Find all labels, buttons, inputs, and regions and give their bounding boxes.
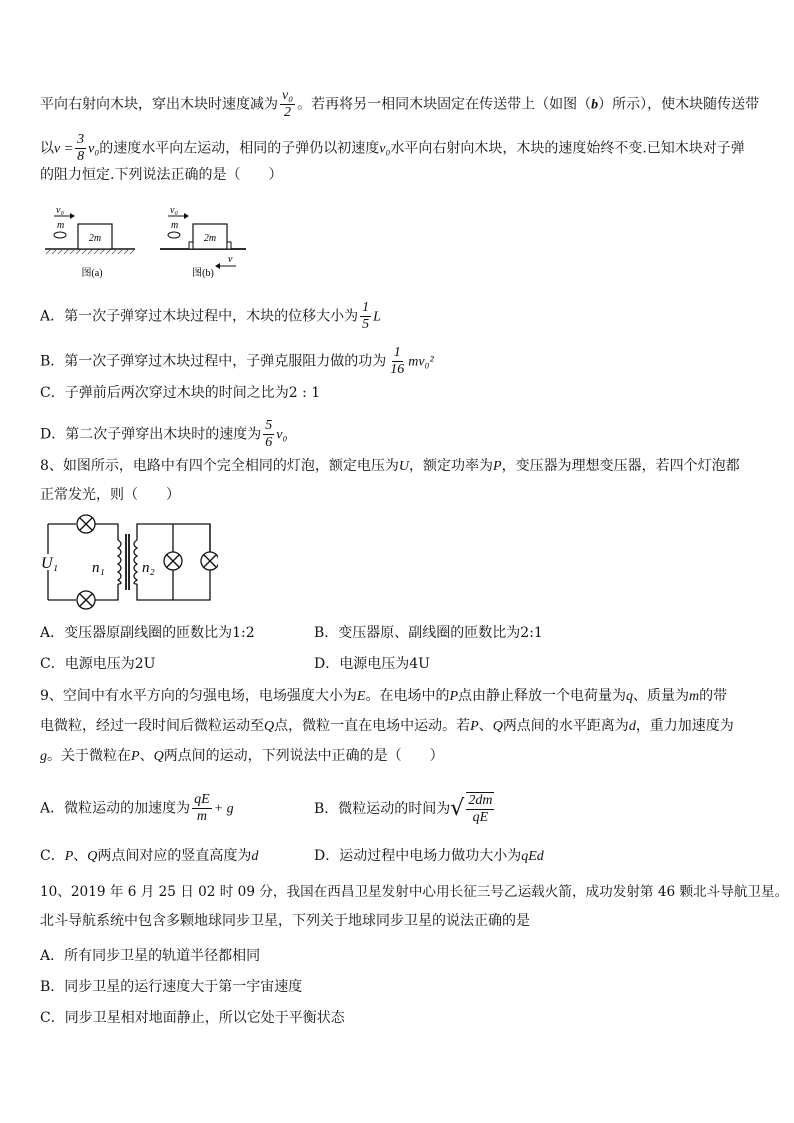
q9-line-1 bbox=[40, 686, 727, 707]
var-qEd: qEd bbox=[521, 849, 544, 864]
frac-den: 5 bbox=[362, 317, 370, 332]
italic-b: b bbox=[591, 97, 599, 113]
var-d: d bbox=[251, 849, 259, 864]
q10-line-1: 10、2019 年 6 月 25 日 02 时 09 分，我国在西昌卫星发射中心用长征三号乙运载火箭，成功发射第 46 颗北斗导航卫星。 bbox=[40, 884, 789, 900]
block-label: 2m bbox=[203, 233, 217, 244]
text: 8、如图所示，电路中有四个完全相同的灯泡，额定电压为 bbox=[40, 458, 399, 474]
fraction-3-over-8 bbox=[75, 132, 86, 165]
q8-option-d[interactable]: D．电源电压为4U bbox=[314, 656, 430, 672]
var-P: P bbox=[493, 459, 502, 474]
frac-num: 3 bbox=[77, 132, 85, 147]
q10-option-b[interactable]: B．同步卫星的运行速度大于第一宇宙速度 bbox=[40, 979, 303, 995]
var-U: U bbox=[398, 459, 410, 474]
fraction-5-over-6 bbox=[263, 418, 274, 451]
var-g: g bbox=[40, 749, 47, 764]
q10-option-a[interactable]: A．所有同步卫星的轨道半径都相同 bbox=[40, 948, 261, 964]
v0-label: v₀ bbox=[170, 205, 178, 216]
circuit-diagram bbox=[38, 512, 218, 612]
var-d: d bbox=[628, 719, 636, 734]
option-text: A．第一次子弹穿过木块过程中，木块的位移大小为 bbox=[40, 308, 359, 325]
frac-num: 1 bbox=[362, 300, 370, 315]
q8-option-b[interactable]: B．变压器原、副线圈的匝数比为2:1 bbox=[314, 625, 543, 641]
text: 两点间的水平距离为 bbox=[502, 718, 629, 734]
text: 。若再将另一相同木块固定在传送带上（如图（ bbox=[297, 96, 592, 113]
text: ）所示），使木块随传送带 bbox=[598, 96, 760, 113]
q9-option-b[interactable] bbox=[314, 792, 496, 826]
q7-option-a[interactable] bbox=[40, 300, 381, 333]
var-v: v = bbox=[54, 141, 74, 157]
q9-option-a[interactable] bbox=[40, 792, 234, 825]
text: 。在电场中的 bbox=[365, 688, 450, 704]
text: 平向右射向木块，穿出木块时速度减为 bbox=[40, 96, 278, 113]
frac-den: 6 bbox=[265, 435, 273, 450]
text: ，额定功率为 bbox=[409, 458, 494, 474]
m-label: m bbox=[171, 220, 179, 231]
var-v0: v₀ bbox=[88, 141, 100, 157]
text: 。关于微粒在 bbox=[47, 748, 131, 764]
frac-den: 2 bbox=[284, 105, 292, 120]
option-text: 两点间对应的竖直高度为 bbox=[97, 848, 252, 864]
option-text: B．第一次子弹穿过木块过程中，子弹克服阻力做的功为 bbox=[40, 353, 387, 370]
frac-num: 5 bbox=[265, 418, 273, 433]
text: 的带 bbox=[699, 688, 728, 704]
label-U1: U₁ bbox=[41, 555, 59, 572]
block-label: 2m bbox=[88, 233, 102, 244]
var-P: P bbox=[64, 849, 74, 864]
frac-den: 16 bbox=[390, 362, 405, 377]
var-v0: v₀ bbox=[379, 141, 391, 157]
text: 、 bbox=[478, 718, 493, 734]
q9-line-3 bbox=[40, 746, 444, 767]
var-L: L bbox=[373, 309, 381, 325]
q10-line-2: 北斗导航系统中包含多颗地球同步卫星，下列关于地球同步卫星的说法正确的是 bbox=[40, 913, 530, 929]
q8-option-c[interactable]: C．电源电压为2U bbox=[40, 656, 156, 672]
caption-b: 图(b) bbox=[192, 268, 214, 279]
var-P: P bbox=[449, 689, 459, 704]
var-plus-g: + g bbox=[213, 801, 234, 817]
q7-line-2 bbox=[40, 132, 745, 165]
frac-den: m bbox=[196, 809, 207, 824]
sqrt-sign: √ bbox=[450, 796, 465, 821]
v0-label: v₀ bbox=[56, 205, 64, 216]
text: 点，微粒一直在电场中运动。若 bbox=[274, 718, 471, 734]
figure-a bbox=[40, 202, 140, 282]
fraction-qE-over-m bbox=[192, 792, 212, 825]
var-Q: Q bbox=[264, 719, 275, 734]
q8-line-1 bbox=[40, 456, 740, 477]
fraction-1-over-5 bbox=[360, 300, 371, 333]
fraction-v0-over-2 bbox=[280, 88, 295, 121]
ratio-value: 2 : 1 bbox=[288, 385, 321, 401]
var-P: P bbox=[470, 719, 479, 734]
bullet bbox=[54, 232, 66, 238]
frac-den: 8 bbox=[77, 149, 85, 164]
q10-option-c[interactable]: C．同步卫星相对地面静止，所以它处于平衡状态 bbox=[40, 1010, 345, 1026]
fraction-2dm-over-qE bbox=[466, 792, 494, 826]
var-Q: Q bbox=[492, 719, 503, 734]
text: 的速度水平向左运动，相同的子弹仍以初速度 bbox=[99, 140, 380, 157]
text: 点由静止释放一个电荷量为 bbox=[458, 688, 627, 704]
option-text: C． bbox=[40, 848, 65, 864]
text: 以 bbox=[40, 140, 54, 157]
frac-num: 2dm bbox=[468, 793, 493, 808]
q7-line-1 bbox=[40, 88, 759, 121]
label-n2: n₂ bbox=[142, 560, 155, 576]
text: ，变压器为理想变压器，若四个灯泡都 bbox=[501, 458, 740, 474]
v-label: v bbox=[228, 254, 233, 265]
text: 、 bbox=[139, 748, 154, 764]
frac-num: v₀ bbox=[282, 88, 294, 103]
label-n1: n₁ bbox=[92, 560, 105, 576]
option-text: D．第二次子弹穿出木块时的速度为 bbox=[40, 426, 262, 443]
var-m: m bbox=[689, 689, 700, 704]
q8-option-a[interactable]: A．变压器原副线圈的匝数比为1:2 bbox=[40, 625, 255, 641]
var-P: P bbox=[131, 749, 140, 764]
q7-option-c[interactable] bbox=[40, 383, 320, 403]
frac-den: qE bbox=[472, 810, 489, 825]
text: 、质量为 bbox=[633, 688, 690, 704]
q9-option-c[interactable] bbox=[40, 846, 258, 867]
frac-num: 1 bbox=[393, 345, 401, 360]
text: 电微粒，经过一段时间后微粒运动至 bbox=[40, 718, 264, 734]
text: 两点间的运动，下列说法中正确的是（ ） bbox=[163, 748, 444, 764]
frac-num: qE bbox=[194, 792, 210, 807]
m-label: m bbox=[57, 220, 65, 231]
q9-line-2 bbox=[40, 716, 734, 737]
text: ，重力加速度为 bbox=[635, 718, 734, 734]
figure-b bbox=[158, 202, 248, 282]
text: 水平向右射向木块，木块的速度始终不变.已知木块对子弹 bbox=[390, 140, 745, 157]
fraction-1-over-16 bbox=[388, 345, 406, 378]
q7-option-d[interactable] bbox=[40, 418, 287, 451]
q7-line-3: 的阻力恒定.下列说法正确的是（ ） bbox=[40, 167, 283, 183]
text: 、 bbox=[73, 848, 88, 864]
var-q: q bbox=[626, 689, 634, 704]
option-text: D．运动过程中电场力做功大小为 bbox=[314, 848, 522, 864]
option-text: C．子弹前后两次穿过木块的时间之比为 bbox=[40, 385, 289, 401]
var-Q: Q bbox=[87, 849, 98, 864]
var-E: E bbox=[356, 689, 366, 704]
q9-option-d[interactable] bbox=[314, 846, 544, 867]
caption-a: 图(a) bbox=[81, 268, 103, 279]
var-mv0sq: mv₀² bbox=[408, 354, 434, 370]
option-text: A．微粒运动的加速度为 bbox=[40, 800, 191, 817]
option-text: B．微粒运动的时间为 bbox=[314, 801, 451, 817]
q8-line-2: 正常发光，则（ ） bbox=[40, 487, 180, 503]
text: 9、空间中有水平方向的匀强电场，电场强度大小为 bbox=[40, 688, 357, 704]
bullet bbox=[168, 232, 180, 238]
var-Q: Q bbox=[153, 749, 164, 764]
q7-option-b[interactable] bbox=[40, 345, 434, 378]
var-v0: v₀ bbox=[276, 427, 288, 443]
